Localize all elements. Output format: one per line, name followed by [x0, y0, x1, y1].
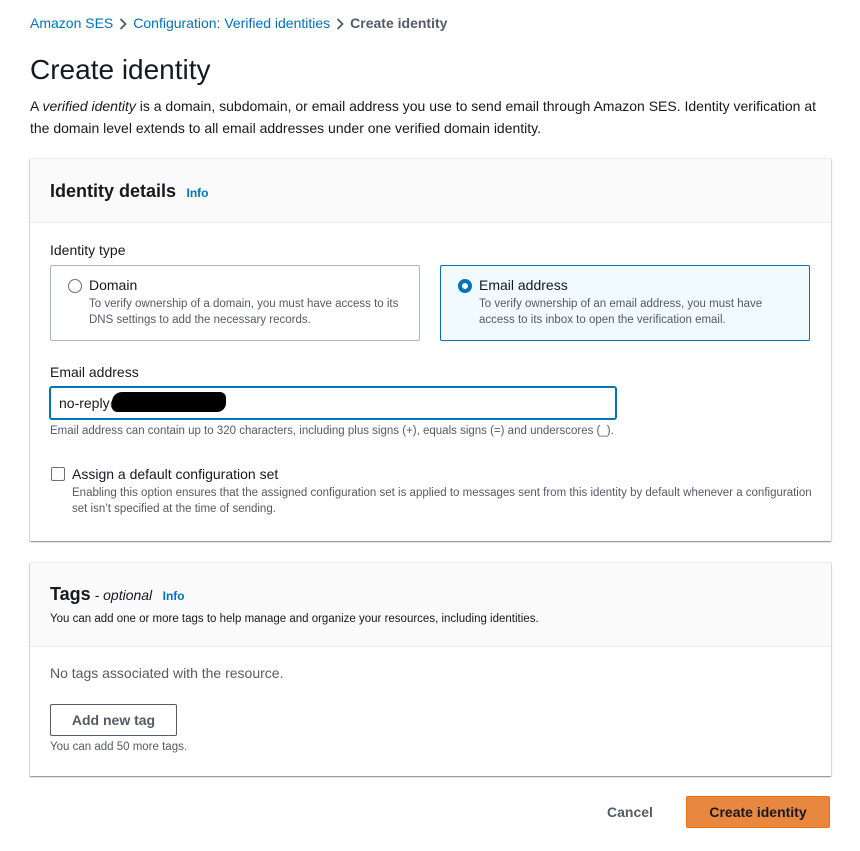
description-prefix: A [30, 98, 43, 114]
breadcrumb-current: Create identity [350, 15, 448, 31]
identity-details-info-link[interactable]: Info [186, 186, 209, 200]
tags-empty-message: No tags associated with the resource. [50, 665, 284, 681]
page-title: Create identity [30, 54, 211, 85]
redaction-mark [112, 392, 226, 412]
chevron-right-icon [113, 15, 133, 31]
tags-limit-hint: You can add 50 more tags. [50, 741, 188, 753]
page-description [30, 95, 830, 139]
domain-option-description: To verify ownership of a domain, you must have access to its DNS settings to add the necessary records. [89, 298, 399, 326]
tags-description: You can add one or more tags to help manage and organize your resources, including identities. [50, 613, 539, 625]
tags-header [30, 563, 831, 647]
identity-details-title: Identity details [50, 181, 177, 201]
breadcrumb-verified-identities[interactable]: Configuration: Verified identities [133, 15, 331, 31]
add-new-tag-button[interactable]: Add new tag [50, 704, 177, 736]
breadcrumb-amazon-ses[interactable]: Amazon SES [30, 15, 114, 31]
identity-type-email-tile[interactable] [440, 265, 810, 341]
description-italic: verified identity [42, 98, 136, 114]
email-option-description: To verify ownership of an email address, you must have access to its inbox to open the verification email. [479, 298, 763, 326]
tags-title: Tags [50, 584, 91, 604]
identity-details-panel [30, 158, 831, 541]
description-rest: is a domain, subdomain, or email address you use to send email through Amazon SES. Identity verification at the domain level extends to all email addresses under one verified domain identity. [30, 98, 817, 136]
breadcrumb [30, 14, 447, 32]
identity-type-domain-tile[interactable] [50, 265, 420, 341]
identity-type-label: Identity type [50, 242, 126, 258]
create-identity-button[interactable]: Create identity [686, 796, 830, 828]
email-address-hint: Email address can contain up to 320 characters, including plus signs (+), equals signs (=) and underscores (_). [50, 425, 614, 437]
domain-option-title: Domain [89, 277, 138, 293]
email-option-title: Email address [479, 277, 568, 293]
default-config-set-label[interactable]: Assign a default configuration set [72, 466, 279, 482]
identity-details-header [30, 159, 831, 223]
domain-radio[interactable] [68, 279, 82, 293]
cancel-button[interactable]: Cancel [590, 796, 670, 828]
default-config-set-checkbox[interactable] [51, 467, 65, 481]
email-radio[interactable] [458, 279, 472, 293]
chevron-right-icon [330, 15, 350, 31]
tags-optional: - optional [90, 587, 153, 603]
email-address-label: Email address [50, 364, 139, 380]
default-config-set-description: Enabling this option ensures that the assigned configuration set is applied to messages sent from this identity by default whenever a configuration set isn’t specified at the time of sending. [72, 487, 812, 515]
tags-info-link[interactable]: Info [162, 589, 185, 603]
